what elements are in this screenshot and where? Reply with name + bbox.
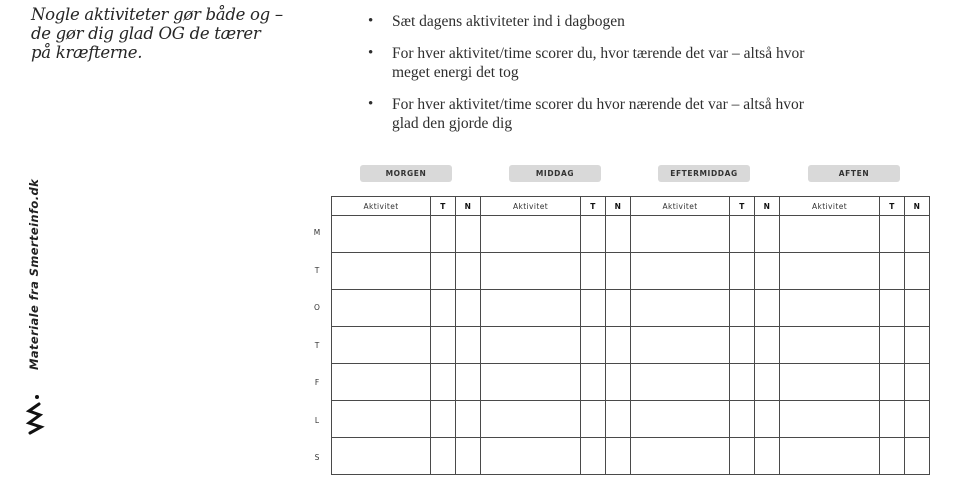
table-row-monday <box>332 216 930 253</box>
cell[interactable] <box>332 364 431 401</box>
cell[interactable] <box>780 253 880 290</box>
cell[interactable] <box>780 290 880 327</box>
cell[interactable] <box>755 364 780 401</box>
cell[interactable] <box>606 438 631 475</box>
cell[interactable] <box>481 438 581 475</box>
cell[interactable] <box>431 216 456 253</box>
cell[interactable] <box>631 216 730 253</box>
cell[interactable] <box>431 253 456 290</box>
cell[interactable] <box>581 216 606 253</box>
cell[interactable] <box>431 438 456 475</box>
cell[interactable] <box>431 401 456 438</box>
instruction-item <box>368 12 838 31</box>
period-label-aften: AFTEN <box>808 165 900 182</box>
table-row-saturday <box>332 401 930 438</box>
table-header-row <box>332 197 930 216</box>
cell[interactable] <box>581 438 606 475</box>
cell[interactable] <box>780 216 880 253</box>
zigzag-logo-icon <box>24 393 46 435</box>
day-label: F <box>314 378 320 387</box>
cell[interactable] <box>730 327 755 364</box>
intro-line: de gør dig glad OG de tærer <box>31 24 261 43</box>
cell[interactable] <box>880 216 905 253</box>
column-header-aktivitet: Aktivitet <box>481 197 581 216</box>
cell[interactable] <box>880 401 905 438</box>
day-label: T <box>314 340 320 350</box>
day-label: L <box>314 415 320 425</box>
column-header-n: N <box>905 197 930 216</box>
cell[interactable] <box>581 253 606 290</box>
column-header-n: N <box>606 197 631 216</box>
day-labels <box>310 214 324 477</box>
cell[interactable] <box>581 327 606 364</box>
cell[interactable] <box>905 253 930 290</box>
cell[interactable] <box>880 327 905 364</box>
instruction-text: For hver aktivitet/time scorer du hvor nærende det var – altså hvor glad den gjorde dig <box>392 96 804 132</box>
bullet-icon: • <box>368 96 374 112</box>
diary-table <box>331 196 930 475</box>
cell[interactable] <box>606 216 631 253</box>
cell[interactable] <box>880 253 905 290</box>
cell[interactable] <box>606 290 631 327</box>
table-row-thursday <box>332 327 930 364</box>
column-header-t: T <box>880 197 905 216</box>
instruction-text: Sæt dagens aktiviteter ind i dagbogen <box>392 13 625 30</box>
cell[interactable] <box>606 327 631 364</box>
cell[interactable] <box>332 327 431 364</box>
intro-text <box>31 5 291 62</box>
day-label: S <box>314 453 320 462</box>
cell[interactable] <box>755 401 780 438</box>
cell[interactable] <box>481 253 581 290</box>
instruction-item <box>368 44 822 82</box>
instruction-item <box>368 95 822 133</box>
column-header-t: T <box>581 197 606 216</box>
cell[interactable] <box>780 327 880 364</box>
table-row-sunday <box>332 438 930 475</box>
cell[interactable] <box>730 438 755 475</box>
table-row-friday <box>332 364 930 401</box>
cell[interactable] <box>755 253 780 290</box>
cell[interactable] <box>606 253 631 290</box>
cell[interactable] <box>456 290 481 327</box>
cell[interactable] <box>456 364 481 401</box>
cell[interactable] <box>631 401 730 438</box>
cell[interactable] <box>431 327 456 364</box>
column-header-n: N <box>755 197 780 216</box>
cell[interactable] <box>755 438 780 475</box>
cell[interactable] <box>481 401 581 438</box>
table-row-tuesday <box>332 253 930 290</box>
cell[interactable] <box>905 364 930 401</box>
instruction-text: For hver aktivitet/time scorer du, hvor tærende det var – altså hvor meget energi det tog <box>392 45 805 81</box>
column-header-aktivitet: Aktivitet <box>332 197 431 216</box>
cell[interactable] <box>755 216 780 253</box>
cell[interactable] <box>780 438 880 475</box>
column-header-aktivitet: Aktivitet <box>631 197 730 216</box>
cell[interactable] <box>481 364 581 401</box>
cell[interactable] <box>880 438 905 475</box>
side-credit: Materiale fra Smerteinfo.dk <box>27 178 41 370</box>
instructions-list <box>368 12 838 146</box>
column-header-n: N <box>456 197 481 216</box>
column-header-t: T <box>730 197 755 216</box>
cell[interactable] <box>332 290 431 327</box>
cell[interactable] <box>606 364 631 401</box>
cell[interactable] <box>905 438 930 475</box>
cell[interactable] <box>631 438 730 475</box>
cell[interactable] <box>631 290 730 327</box>
cell[interactable] <box>905 327 930 364</box>
intro-line: på kræfterne. <box>31 43 143 62</box>
cell[interactable] <box>431 290 456 327</box>
cell[interactable] <box>581 401 606 438</box>
column-header-aktivitet: Aktivitet <box>780 197 880 216</box>
day-label: T <box>314 265 320 275</box>
cell[interactable] <box>780 364 880 401</box>
cell[interactable] <box>481 290 581 327</box>
day-label: O <box>314 303 320 312</box>
cell[interactable] <box>730 253 755 290</box>
table-row-wednesday <box>332 290 930 327</box>
cell[interactable] <box>730 401 755 438</box>
cell[interactable] <box>332 401 431 438</box>
intro-line: Nogle aktiviteter gør både og – <box>31 5 283 24</box>
cell[interactable] <box>780 401 880 438</box>
period-label-eftermiddag: EFTERMIDDAG <box>658 165 750 182</box>
cell[interactable] <box>631 253 730 290</box>
cell[interactable] <box>456 327 481 364</box>
cell[interactable] <box>880 364 905 401</box>
bullet-icon: • <box>368 13 374 29</box>
cell[interactable] <box>481 327 581 364</box>
column-header-t: T <box>431 197 456 216</box>
cell[interactable] <box>730 290 755 327</box>
bullet-icon: • <box>368 45 374 61</box>
cell[interactable] <box>456 216 481 253</box>
cell[interactable] <box>332 438 431 475</box>
cell[interactable] <box>431 364 456 401</box>
cell[interactable] <box>631 364 730 401</box>
cell[interactable] <box>905 401 930 438</box>
cell[interactable] <box>905 216 930 253</box>
cell[interactable] <box>755 290 780 327</box>
cell[interactable] <box>905 290 930 327</box>
cell[interactable] <box>481 216 581 253</box>
cell[interactable] <box>456 401 481 438</box>
cell[interactable] <box>880 290 905 327</box>
cell[interactable] <box>755 327 780 364</box>
cell[interactable] <box>332 253 431 290</box>
day-label: M <box>313 228 321 237</box>
cell[interactable] <box>581 364 606 401</box>
cell[interactable] <box>730 216 755 253</box>
period-label-middag: MIDDAG <box>509 165 601 182</box>
cell[interactable] <box>606 401 631 438</box>
cell[interactable] <box>332 216 431 253</box>
cell[interactable] <box>631 327 730 364</box>
period-label-morgen: MORGEN <box>360 165 452 182</box>
cell[interactable] <box>456 438 481 475</box>
cell[interactable] <box>581 290 606 327</box>
cell[interactable] <box>456 253 481 290</box>
cell[interactable] <box>730 364 755 401</box>
